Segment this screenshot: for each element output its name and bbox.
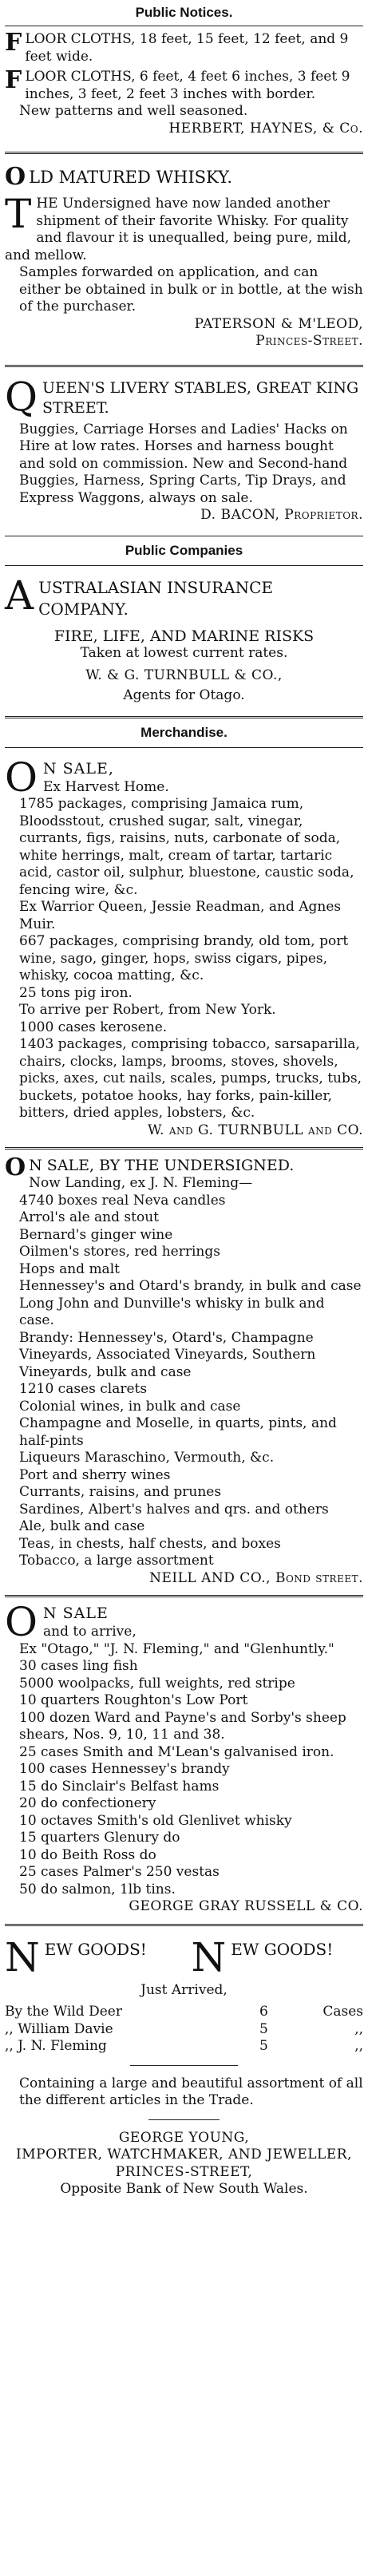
advert-line: 1403 packages, comprising tobacco, sarsaparilla, chairs, clocks, lamps, brooms, stoves, shovels, picks, axes, cut nails, scales, pumps, trucks, tubs, buckets, potatoe hooks, hay forks, pain-killer, bitters, dried apples, lobsters, &c. [19,1036,362,1121]
advert-signature: HERBERT, HAYNES, & Co. [168,120,363,137]
advert-agents-for: Agents for Otago. [123,687,245,703]
advert-signature: GEORGE YOUNG, [118,2129,250,2146]
new-goods-row [5,2038,363,2056]
advert-insurance [5,566,363,705]
newspaper-column [5,0,363,2198]
advert-line: 25 cases Smith and M'Lean's galvanised iron. [19,1743,334,1760]
advert-line: 100 cases Hennessey's brandy [19,1761,230,1777]
advert-samples: Samples forwarded on application, and can either be obtained in bulk or in bottle, at the wish of the purchaser. [19,264,363,315]
advert-line: Liqueurs Maraschino, Vermouth, &c. [19,1450,275,1466]
advert-line: 15 do Sinclair's Belfast hams [19,1778,220,1794]
advert-signature: GEORGE GRAY RUSSELL & CO. [129,1898,363,1914]
advert-title: EW GOODS! [44,1939,147,1959]
drop-cap: O [5,1599,38,1645]
advert-agent: W. & G. TURNBULL & CO., [85,667,283,683]
advert-body: HE Undersigned have now landed another shipment of their favorite Whisky. For quality and flavour it is unequalled, being pure, mild, and mellow. [5,196,352,263]
advert-title: N SALE [43,1605,109,1622]
advert-line: Ex "Otago," "J. N. Fleming," and "Glenhuntly." [19,1640,334,1657]
advert-line: Ale, bulk and case [19,1518,145,1534]
advert-line: Oilmen's stores, red herrings [19,1244,220,1260]
advert-line: 25 cases Palmer's 250 vestas [19,1864,220,1880]
drop-cap: N [5,1933,40,1980]
advert-signature: PATERSON & M'LEOD, [194,315,363,332]
new-goods-unit: ,, [354,2020,363,2037]
advert-line: Ex Warrior Queen, Jessie Readman, and Agnes Muir. [19,899,342,932]
advert-rates: Taken at lowest current rates. [80,645,288,661]
advert-signature: NEILL AND CO., Bond street. [149,1569,363,1586]
advert-line: 4740 boxes real Neva candles [19,1192,226,1209]
section-heading-merchandise: Merchandise. [140,724,228,740]
advert-line: Tobacco, a large assortment [19,1553,214,1569]
advert-floor-cloths [5,26,363,137]
new-goods-unit: ,, [354,2038,363,2054]
drop-cap: O [5,1153,26,1181]
advert-line: Currants, raisins, and prunes [19,1484,222,1500]
advert-line: Hennessey's and Otard's brandy, in bulk and case [19,1278,362,1294]
advert-lines [5,779,363,1122]
advert-trade: IMPORTER, WATCHMAKER, AND JEWELLER, PRINCES-STREET, [16,2147,352,2180]
advert-title: N SALE, [43,759,114,778]
drop-cap: Q [5,373,38,420]
advert-line: 50 do salmon, 1lb tins. [19,1881,176,1897]
new-goods-label: ,, J. N. Fleming [5,2038,107,2054]
drop-cap: A [5,572,34,619]
advert-line: 5000 woolpacks, full weights, red stripe [19,1675,295,1692]
advert-line: Sardines, Albert's halves and qrs. and others [19,1501,329,1518]
advert-lines [5,1624,363,1898]
floor-cloths-line-2: LOOR CLOTHS, 6 feet, 4 feet 6 inches, 3 feet 9 inches, 3 feet, 2 feet 3 inches with border. [25,69,350,102]
advert-line: Long John and Dunville's whisky in bulk and case. [19,1295,325,1328]
advert-title: UEEN'S LIVERY STABLES, GREAT KING STREET. [42,378,359,417]
advert-line: Champagne and Moselle, in quarts, pints, and half-pints [19,1415,337,1449]
advert-title: EW GOODS! [231,1939,334,1959]
new-goods-containing: Containing a large and beautiful assortment of all the different articles in the Trade. [19,2075,363,2108]
advert-lines [5,1175,363,1570]
new-goods-qty: 5 [259,2038,268,2054]
advert-line: 30 cases ling fish [19,1658,138,1674]
just-arrived: Just Arrived, [140,1981,228,1998]
advert-title: USTRALASIAN INSURANCE COMPANY. [38,577,273,619]
advert-address: Princes-Street. [255,333,363,349]
advert-line: Ex Harvest Home. [43,778,169,795]
advert-livery-stables [5,367,363,524]
advert-line: Arrol's ale and stout [19,1209,159,1225]
advert-line: 10 do Beith Ross do [19,1846,156,1863]
patterns-note: New patterns and well seasoned. [19,103,248,119]
advert-body: Buggies, Carriage Horses and Ladies' Hacks on Hire at low rates. Horses and harness bought and sold on commission. New and Second-hand Buggies, Harness, Spring Carts, Tip Drays, and Express Waggons, always on sale. [19,421,348,506]
advert-address: Opposite Bank of New South Wales. [60,2181,308,2197]
advert-title: LD MATURED WHISKY. [29,168,233,187]
advert-line: Brandy: Hennessey's, Otard's, Champagne Vineyards, Associated Vineyards, Southern Vineyards, bulk and case [19,1329,316,1380]
advert-line: 10 quarters Roughton's Low Port [19,1692,248,1708]
new-goods-unit: Cases [322,2004,363,2020]
advert-signature: W. and G. TURNBULL and CO. [148,1122,363,1138]
drop-cap: F [5,66,22,94]
advert-whisky [5,154,363,350]
advert-line: 1000 cases kerosene. [19,1019,168,1035]
advert-on-sale-undersigned [5,1150,363,1587]
new-goods-qty: 5 [259,2020,268,2037]
new-goods-headings [5,1933,363,1980]
drop-cap: O [5,754,38,801]
advert-new-goods [5,1926,363,2198]
advert-line: Bernard's ginger wine [19,1226,173,1243]
advert-line: 20 do confectionery [19,1795,156,1811]
advert-line: 10 octaves Smith's old Glenlivet whisky [19,1812,292,1829]
advert-line: 100 dozen Ward and Payne's and Sorby's sheep shears, Nos. 9, 10, 11 and 38. [19,1709,346,1743]
advert-line: To arrive per Robert, from New York. [19,1002,276,1018]
advert-line: Hops and malt [19,1260,120,1277]
floor-cloths-line-1: LOOR CLOTHS, 18 feet, 15 feet, 12 feet, and 9 feet wide. [25,31,349,65]
advert-line: Port and sherry wines [19,1466,171,1483]
new-goods-row [5,2021,363,2039]
advert-line: Teas, in chests, half chests, and boxes [19,1535,281,1552]
advert-line: 1210 cases clarets [19,1381,148,1397]
advert-signature: D. BACON, Proprietor. [200,507,363,523]
advert-line: Colonial wines, in bulk and case [19,1398,241,1415]
advert-line: 667 packages, comprising brandy, old tom, port wine, sago, ginger, hops, swiss cigars, pipes, whisky, cocoa matting, &c. [19,933,349,983]
advert-line: 1785 packages, comprising Jamaica rum, Bloodsstout, crushed sugar, salt, vinegar, currants, figs, raisins, nuts, carbonate of soda, white herrings, malt, cream of tartar, tartaric acid, castor oil, sulphur, bluestone, caustic soda, fencing wire, &c. [19,796,354,898]
advert-risks: FIRE, LIFE, AND MARINE RISKS [53,627,315,645]
new-goods-label: ,, William Davie [5,2020,113,2037]
advert-on-sale-to-arrive [5,1597,363,1916]
advert-title: N SALE, BY THE UNDERSIGNED. [29,1157,295,1174]
section-heading-public-notices: Public Notices. [135,5,233,20]
advert-on-sale-harvest-home [5,748,363,1140]
advert-line: and to arrive, [43,1624,137,1640]
drop-cap: O [5,163,26,191]
drop-cap: F [5,29,22,57]
new-goods-rows [5,2004,363,2056]
drop-cap: N [191,1933,227,1980]
section-heading-public-companies: Public Companies [125,542,243,558]
new-goods-row [5,2004,363,2021]
new-goods-label: By the Wild Deer [5,2004,122,2020]
drop-cap: T [5,191,32,237]
advert-line: Now Landing, ex J. N. Fleming— [29,1175,253,1191]
advert-line: 15 quarters Glenury do [19,1830,180,1846]
new-goods-qty: 6 [259,2004,268,2020]
advert-line: 25 tons pig iron. [19,984,133,1001]
